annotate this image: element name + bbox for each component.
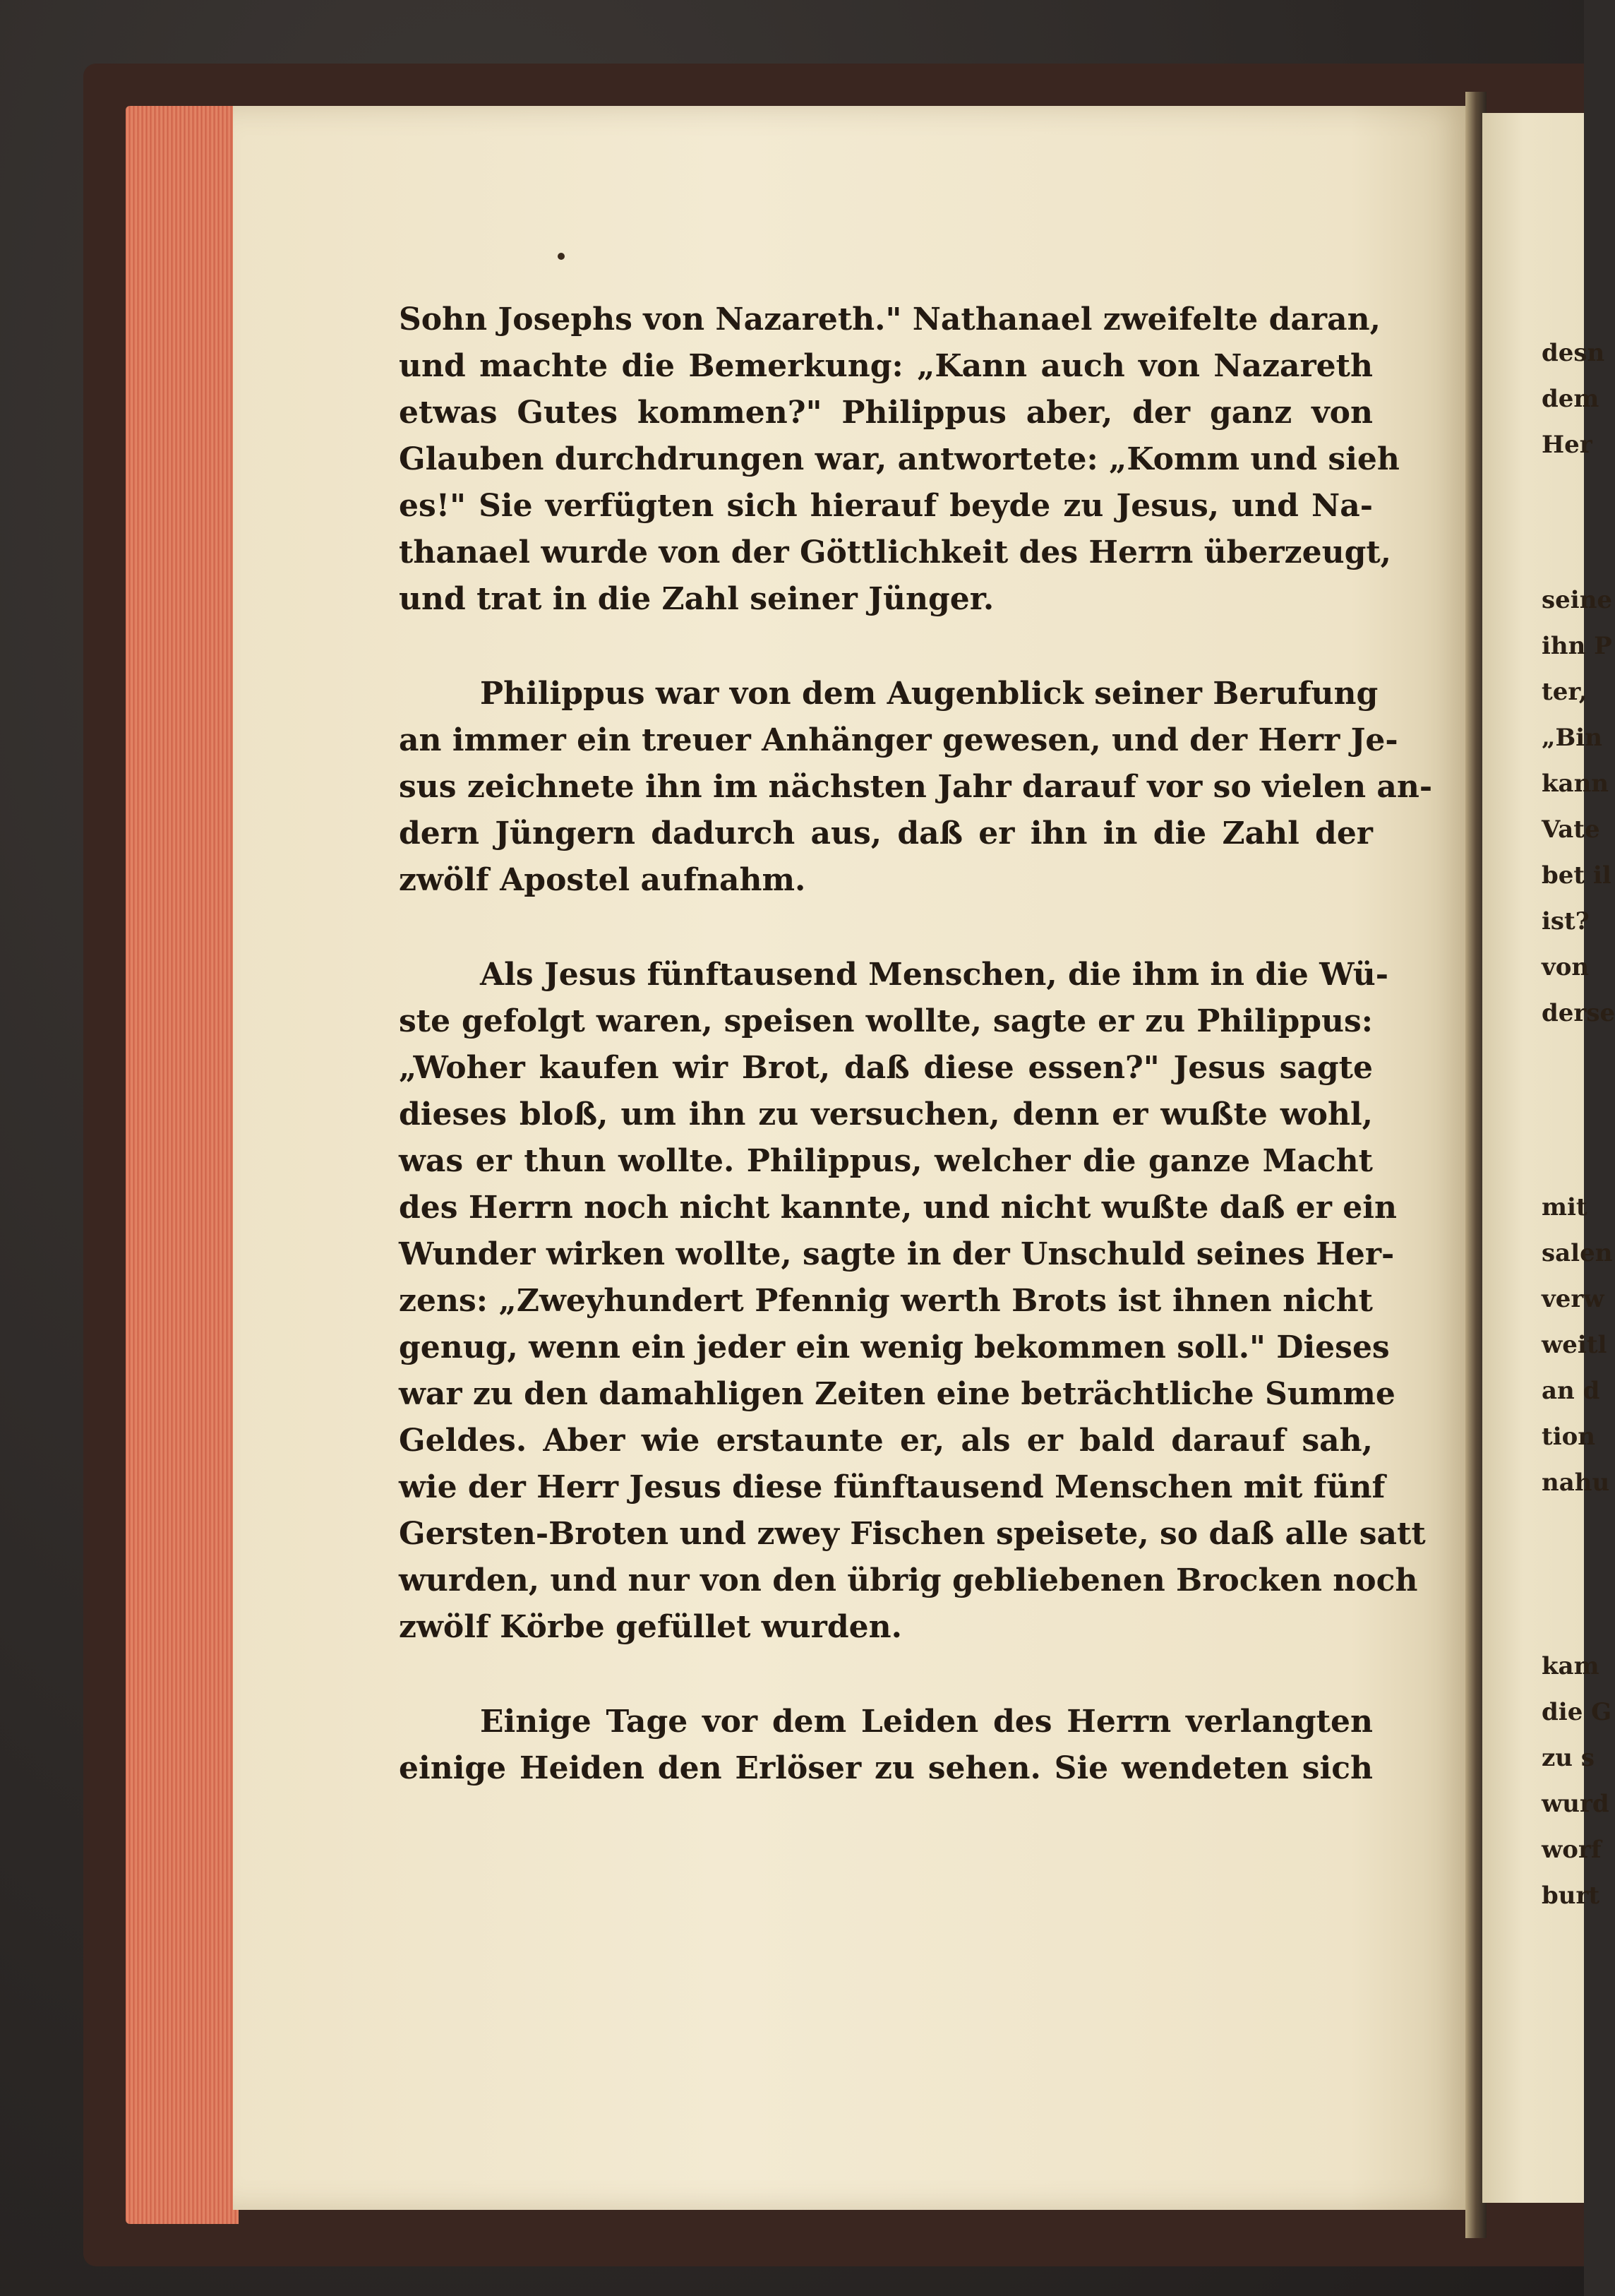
text-line: dieses bloß, um ihn zu versuchen, denn er wußte wohl, [399, 1096, 1373, 1132]
text-line: es!" Sie verfügten sich hierauf beyde zu Jesus, und Na- [399, 488, 1373, 524]
text-line: und trat in die Zahl seiner Jünger. [399, 581, 995, 617]
text-line: einige Heiden den Erlöser zu sehen. Sie wendeten sich [399, 1750, 1373, 1786]
paragraph [399, 671, 1433, 904]
right-page-fragment: „Bin [1542, 724, 1602, 752]
right-page-fragment: derse [1542, 999, 1615, 1027]
right-page-fragment: von [1542, 953, 1590, 981]
text-line: und machte die Bemerkung: „Kann auch von Nazareth [399, 348, 1373, 384]
right-page-fragment: mit [1542, 1193, 1587, 1221]
left-page-text [399, 297, 1433, 1840]
right-page-fragment: die G [1542, 1698, 1612, 1726]
right-page-fragment: worf [1542, 1836, 1602, 1864]
text-line: Philippus war von dem Augenblick seiner Berufung [480, 676, 1379, 712]
red-page-edges [126, 106, 239, 2224]
text-line: wurden, und nur von den übrig gebliebenen Brocken noch [399, 1562, 1418, 1598]
right-page-fragment: salen [1542, 1239, 1613, 1267]
text-line: zens: „Zweyhundert Pfennig werth Brots ist ihnen nicht [399, 1283, 1373, 1319]
text-line: „Woher kaufen wir Brot, daß diese essen?" Jesus sagte [399, 1050, 1373, 1086]
text-line: Wunder wirken wollte, sagte in der Unschuld seines Her- [399, 1236, 1395, 1272]
right-page-fragment: dem [1542, 385, 1599, 413]
text-line: Als Jesus fünftausend Menschen, die ihm in die Wü- [480, 957, 1389, 993]
text-line: etwas Gutes kommen?" Philippus aber, der ganz von [399, 395, 1373, 431]
right-page-fragment: desn [1542, 339, 1605, 367]
right-page-fragment: tion [1542, 1423, 1596, 1451]
right-page-fragment: an d [1542, 1377, 1600, 1405]
right-page-fragment: zu s [1542, 1744, 1595, 1772]
text-line: thanael wurde von der Göttlichkeit des Herrn überzeugt, [399, 534, 1391, 570]
text-line: ste gefolgt waren, speisen wollte, sagte er zu Philippus: [399, 1003, 1373, 1039]
right-page-fragment: verw [1542, 1285, 1604, 1313]
right-page-fragment: bet il [1542, 861, 1611, 890]
text-line: Gersten-Broten und zwey Fischen speisete, so daß alle satt [399, 1516, 1426, 1552]
right-page-fragment: wurd [1542, 1790, 1609, 1818]
text-line: an immer ein treuer Anhänger gewesen, und der Herr Je- [399, 722, 1398, 758]
text-line: zwölf Körbe gefüllet wurden. [399, 1609, 902, 1645]
ink-dot [558, 253, 565, 260]
right-page-fragment: Vate [1542, 815, 1600, 844]
paragraph [399, 297, 1400, 623]
right-page-fragment: ter, [1542, 678, 1587, 706]
text-line: genug, wenn ein jeder ein wenig bekommen soll." Dieses [399, 1329, 1390, 1365]
right-page-fragment: burt [1542, 1882, 1600, 1910]
right-page-fragment: seine [1542, 586, 1613, 614]
text-line: wie der Herr Jesus diese fünftausend Menschen mit fünf [399, 1469, 1386, 1505]
right-page-fragment: weitl [1542, 1331, 1607, 1359]
text-line: Glauben durchdrungen war, antwortete: „Komm und sieh [399, 441, 1400, 477]
right-page-fragment: kam [1542, 1652, 1599, 1680]
right-page-fragment: Her [1542, 431, 1592, 459]
text-line: Sohn Josephs von Nazareth." Nathanael zweifelte daran, [399, 301, 1381, 337]
right-page-fragment: kann [1542, 770, 1609, 798]
text-line: war zu den damahligen Zeiten eine beträchtliche Summe [399, 1376, 1395, 1412]
paragraph [399, 952, 1426, 1651]
paragraph [399, 1699, 1373, 1792]
text-line: des Herrn noch nicht kannte, und nicht wußte daß er ein [399, 1190, 1397, 1226]
text-line: zwölf Apostel aufnahm. [399, 862, 806, 898]
right-page-fragment: nahu [1542, 1469, 1610, 1497]
right-page-fragment: ihn P [1542, 632, 1612, 660]
text-line: Einige Tage vor dem Leiden des Herrn verlangten [480, 1704, 1373, 1740]
right-page-fragment: ist? [1542, 907, 1590, 935]
text-line: was er thun wollte. Philippus, welcher die ganze Macht [399, 1143, 1373, 1179]
text-line: Geldes. Aber wie erstaunte er, als er bald darauf sah, [399, 1423, 1373, 1459]
text-line: sus zeichnete ihn im nächsten Jahr darauf vor so vielen an- [399, 769, 1433, 805]
text-line: dern Jüngern dadurch aus, daß er ihn in die Zahl der [399, 815, 1373, 851]
